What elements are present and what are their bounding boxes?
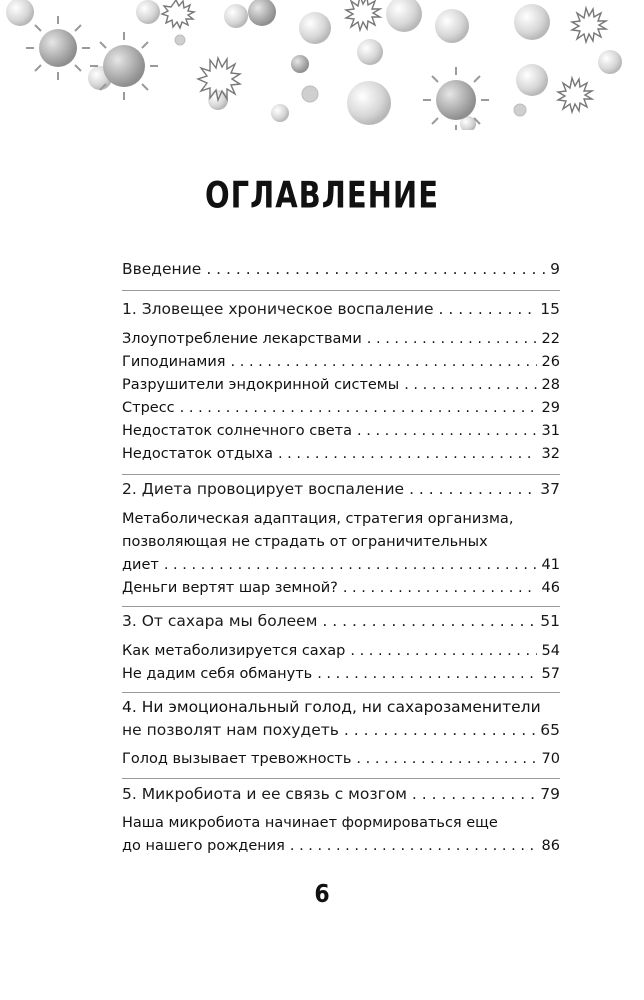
entry-page: 29 [541,400,560,416]
dot-leader [412,785,535,803]
toc-subentry[interactable] [122,666,560,682]
entry-page: 79 [540,785,560,803]
entry-label: Гиподинамия [122,354,226,370]
dot-leader [343,580,537,596]
entry-label: Недостаток солнечного света [122,423,353,439]
toc-subentry-line: позволяющая не страдать от ограничительных [122,534,488,550]
divider [122,778,560,779]
entry-label: Деньги вертят шар земной? [122,580,338,596]
divider [122,606,560,607]
entry-page: 65 [540,721,560,739]
page-title: ОГЛАВЛЕНИЕ [204,173,439,217]
dot-leader [290,838,537,854]
toc-subentry[interactable] [122,643,560,659]
entry-label: 3. От сахара мы болеем [122,612,318,630]
dot-leader [180,400,537,416]
divider [122,474,560,475]
entry-page: 51 [540,612,560,630]
entry-page: 57 [541,666,560,682]
toc-subentry[interactable] [122,331,560,347]
toc-subentry-line: Метаболическая адаптация, стратегия организма, [122,511,514,527]
toc-subentry[interactable] [122,377,560,393]
entry-label: Не дадим себя обмануть [122,666,313,682]
entry-label: Голод вызывает тревожность [122,751,352,767]
dot-leader [322,612,535,630]
divider [122,290,560,291]
toc-entry-chapter-3[interactable] [122,612,560,630]
entry-page: 32 [541,446,560,462]
toc-subentry[interactable] [122,838,560,854]
entry-label: Стресс [122,400,175,416]
entry-page: 15 [540,300,560,318]
entry-label: 5. Микробиота и ее связь с мозгом [122,785,407,803]
entry-page: 26 [541,354,560,370]
entry-label: Разрушители эндокринной системы [122,377,400,393]
dot-leader [367,331,537,347]
toc-subentry[interactable] [122,446,560,462]
entry-page: 9 [550,260,560,278]
entry-page: 46 [541,580,560,596]
page-number: 6 [314,880,330,909]
entry-page: 28 [541,377,560,393]
dot-leader [278,446,537,462]
entry-label: 1. Зловещее хроническое воспаление [122,300,434,318]
dot-leader [357,423,537,439]
entry-label: не позволят нам похудеть [122,721,339,739]
dot-leader [231,354,537,370]
virus-decoration [0,0,644,130]
toc-entry-chapter-1[interactable] [122,300,560,318]
entry-page: 22 [541,331,560,347]
toc-entry-chapter-5[interactable] [122,785,560,803]
dot-leader [404,377,536,393]
toc-subentry[interactable] [122,400,560,416]
entry-page: 86 [541,838,560,854]
dot-leader [350,643,536,659]
dot-leader [356,751,536,767]
divider [122,692,560,693]
toc-subentry[interactable] [122,423,560,439]
dot-leader [317,666,536,682]
dot-leader [344,721,535,739]
dot-leader [164,557,537,573]
entry-page: 54 [541,643,560,659]
toc-subentry-line: Наша микробиота начинает формироваться еще [122,815,498,831]
toc-entry-intro[interactable] [122,260,560,278]
toc-subentry[interactable] [122,557,560,573]
entry-label: диет [122,557,159,573]
dot-leader [206,260,545,278]
toc-subentry[interactable] [122,354,560,370]
toc-subentry[interactable] [122,751,560,767]
toc-entry-chapter-2[interactable] [122,480,560,498]
entry-label: до нашего рождения [122,838,285,854]
toc-subentry[interactable] [122,580,560,596]
toc-entry-line: 4. Ни эмоциональный голод, ни сахарозаменители [122,698,541,716]
entry-label: Введение [122,260,202,278]
entry-page: 37 [540,480,560,498]
entry-label: Недостаток отдыха [122,446,273,462]
entry-page: 70 [541,751,560,767]
dot-leader [409,480,535,498]
entry-label: Злоупотребление лекарствами [122,331,362,347]
toc-entry-chapter-4[interactable] [122,721,560,739]
entry-page: 41 [541,557,560,573]
dot-leader [439,300,536,318]
entry-label: 2. Диета провоцирует воспаление [122,480,405,498]
entry-label: Как метаболизируется сахар [122,643,346,659]
entry-page: 31 [541,423,560,439]
